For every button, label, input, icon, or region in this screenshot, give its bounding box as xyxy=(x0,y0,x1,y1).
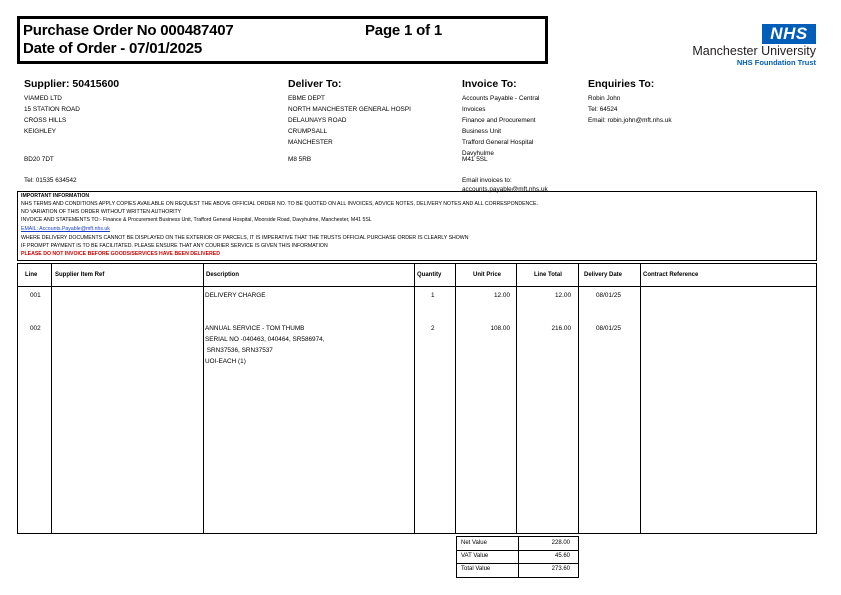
supplier-address xyxy=(24,93,80,137)
invoice-line: Davyhulme xyxy=(462,150,494,157)
invoice-line: Business Unit xyxy=(462,128,502,135)
col-header-delivery-date: Delivery Date xyxy=(584,272,623,278)
row-description: UOI-EACH (1) xyxy=(205,358,246,365)
row-line-number: 001 xyxy=(30,292,41,299)
enquiries-line: Tel: 64524 xyxy=(588,106,618,113)
important-warning: PLEASE DO NOT INVOICE BEFORE GOODS/SERVICES HAVE BEEN DELIVERED xyxy=(21,251,220,257)
column-divider xyxy=(455,264,456,533)
order-date: Date of Order - 07/01/2025 xyxy=(23,40,203,57)
trust-subtitle: NHS Foundation Trust xyxy=(736,58,816,67)
important-email-link[interactable]: EMAIL: Accounts.Payable@mft.nhs.uk xyxy=(21,226,110,232)
col-header-description: Description xyxy=(206,272,240,278)
row-description: DELIVERY CHARGE xyxy=(205,292,266,299)
deliver-address xyxy=(288,93,411,148)
totals-box xyxy=(456,536,579,578)
invoice-line: Accounts Payable - Central xyxy=(462,95,540,102)
important-line: INVOICE AND STATEMENTS TO:- Finance & Procurement Business Unit, Trafford General Hospital, Moorside Road, Davyhulme, Manchester, M41 5SL xyxy=(21,217,372,223)
vat-value: 45.60 xyxy=(554,553,570,559)
row-description: SRN37536, SRN37537 xyxy=(205,347,273,354)
vat-value-row xyxy=(457,550,578,563)
supplier-heading: Supplier: 50415600 xyxy=(24,78,120,90)
invoice-email[interactable]: accounts.payable@mft.nhs.uk xyxy=(462,186,548,193)
page-indicator: Page 1 of 1 xyxy=(365,22,442,39)
column-divider xyxy=(203,264,204,533)
total-value-label: Total Value xyxy=(461,566,491,572)
net-value-row xyxy=(457,537,578,550)
col-header-line-total: Line Total xyxy=(534,272,562,278)
row-quantity: 2 xyxy=(431,325,435,332)
important-information xyxy=(17,191,817,261)
invoice-line: Finance and Procurement xyxy=(462,117,536,124)
deliver-line: MANCHESTER xyxy=(288,139,333,146)
enquiries-line: Email: robin.john@mft.nhs.uk xyxy=(588,117,672,124)
total-value: 273.60 xyxy=(551,566,570,572)
important-line: WHERE DELIVERY DOCUMENTS CANNOT BE DISPLAYED ON THE EXTERIOR OF PARCELS, IT IS IMPERATIVE THAT THE TRUSTS OFFICIAL PURCHASE ORDER IS CLEARLY SHOWN xyxy=(21,235,469,241)
deliver-line: EBME DEPT xyxy=(288,95,325,102)
total-value-row xyxy=(457,563,578,576)
title-box xyxy=(17,16,548,64)
invoice-email-label: Email invoices to: xyxy=(462,177,512,184)
important-line: NHS TERMS AND CONDITIONS APPLY COPIES AVAILABLE ON REQUEST THE ABOVE OFFICIAL ORDER NO. TO BE QUOTED ON ALL INVOICES, ADVICE NOTES, DELIVERY NOTES AND ALL CORRESPONDENCE. xyxy=(21,201,538,207)
supplier-line: VIAMED LTD xyxy=(24,95,62,102)
trust-name: Manchester University xyxy=(692,44,816,58)
supplier-line: CROSS HILLS xyxy=(24,117,67,124)
deliver-line: DELAUNAYS ROAD xyxy=(288,117,347,124)
col-header-quantity: Quantity xyxy=(417,272,442,278)
supplier-line: KEIGHLEY xyxy=(24,128,56,135)
row-description: SERIAL NO -040463, 040464, SR586974, xyxy=(205,336,325,343)
col-header-unit-price: Unit Price xyxy=(473,272,502,278)
vat-value-label: VAT Value xyxy=(461,553,489,559)
row-line-total: 216.00 xyxy=(551,325,571,332)
enquiries-line: Robin John xyxy=(588,95,621,102)
enquiries-heading: Enquiries To: xyxy=(588,78,655,90)
row-unit-price: 108.00 xyxy=(490,325,510,332)
supplier-tel: Tel: 01535 634542 xyxy=(24,177,77,184)
row-line-number: 002 xyxy=(30,325,41,332)
column-divider xyxy=(516,264,517,533)
row-line-total: 12.00 xyxy=(555,292,571,299)
supplier-postcode: BD20 7DT xyxy=(24,156,54,163)
invoice-postcode: M41 5SL xyxy=(462,156,488,163)
invoice-address xyxy=(462,93,539,159)
row-description: ANNUAL SERVICE - TOM THUMB xyxy=(205,325,305,332)
row-delivery-date: 08/01/25 xyxy=(596,292,621,299)
header-divider xyxy=(18,286,816,287)
net-value-label: Net Value xyxy=(461,540,487,546)
column-divider xyxy=(414,264,415,533)
net-value: 228.00 xyxy=(551,540,570,546)
important-heading: IMPORTANT INFORMATION xyxy=(21,193,90,199)
row-delivery-date: 08/01/25 xyxy=(596,325,621,332)
supplier-line: 15 STATION ROAD xyxy=(24,106,80,113)
order-lines-table xyxy=(17,263,817,534)
col-header-line: Line xyxy=(25,272,38,278)
invoice-line: Invoices xyxy=(462,106,486,113)
column-divider xyxy=(640,264,641,533)
invoice-heading: Invoice To: xyxy=(462,78,517,90)
row-quantity: 1 xyxy=(431,292,435,299)
col-header-ref: Supplier Item Ref xyxy=(55,272,105,278)
deliver-line: CRUMPSALL xyxy=(288,128,328,135)
deliver-heading: Deliver To: xyxy=(288,78,342,90)
po-number: Purchase Order No 000487407 xyxy=(23,22,234,39)
column-divider xyxy=(51,264,52,533)
enquiries-contact xyxy=(588,93,672,126)
deliver-line: NORTH MANCHESTER GENERAL HOSPI xyxy=(288,106,411,113)
important-line: IF PROMPT PAYMENT IS TO BE FACILITATED. PLEASE ENSURE THAT ANY COURIER SERVICE IS GIVEN THIS INFORMATION xyxy=(21,243,328,249)
row-unit-price: 12.00 xyxy=(494,292,510,299)
deliver-postcode: M8 5RB xyxy=(288,156,312,163)
nhs-logo: NHS xyxy=(762,24,816,44)
col-header-contract-ref: Contract Reference xyxy=(643,272,699,278)
column-divider xyxy=(578,264,579,533)
important-line: NO VARIATION OF THIS ORDER WITHOUT WRITTEN AUTHORITY xyxy=(21,209,182,215)
invoice-line: Trafford General Hospital xyxy=(462,139,534,146)
